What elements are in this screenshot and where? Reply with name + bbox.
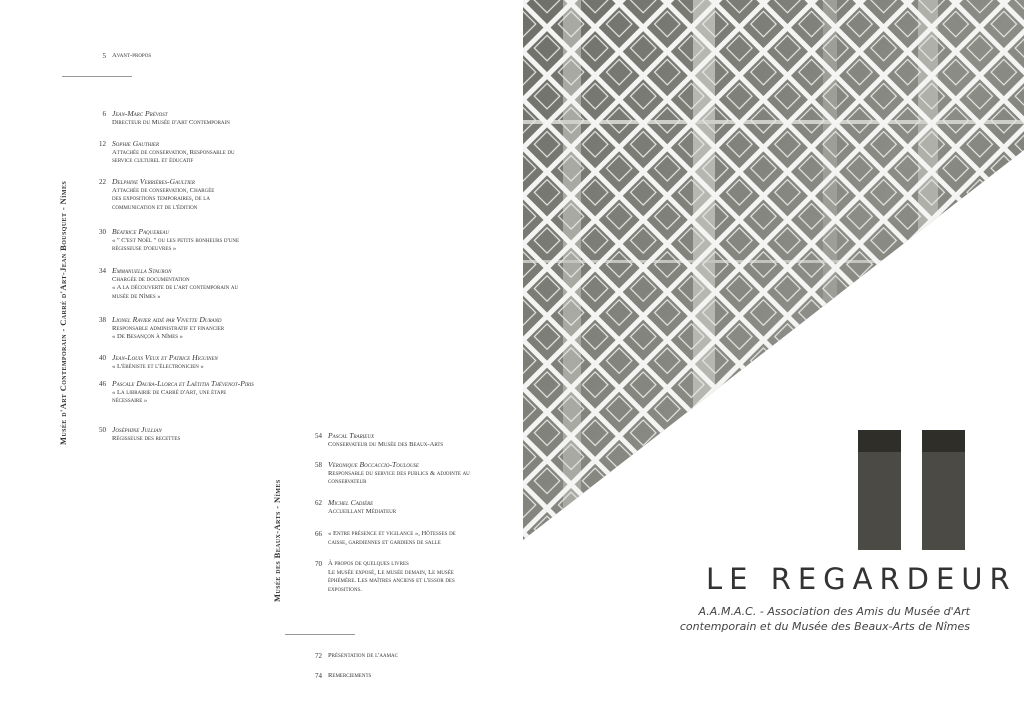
entry-description: conservateur <box>328 478 367 486</box>
contributor-name: Michel Cadière <box>328 498 374 507</box>
page-number: 58 <box>315 461 322 469</box>
page-number: 62 <box>315 499 322 507</box>
contributor-name: Delphine Verrières-Gaultier <box>112 177 195 186</box>
entry-description: Directeur du Musée d'Art Contemporain <box>112 118 230 126</box>
contributor-name: Pascal Trarieux <box>328 431 375 440</box>
toc-entry <box>99 266 287 301</box>
contributor-name: Véronique Boccaccio-Toulouse <box>328 460 419 469</box>
entry-description: Le musée exposé, Le musée demain, Le musée <box>328 568 454 576</box>
entry-description: « A la découverte de l'art contemporain au <box>112 284 239 292</box>
page-number: 74 <box>315 672 322 680</box>
entry-description: Responsable du service des publics & adjointe au <box>328 469 470 477</box>
entry-label: Présentation de l'aamac <box>328 652 398 659</box>
toc-entry <box>102 109 287 127</box>
toc-entry <box>315 672 372 681</box>
entry-description: Attachée de conservation, Responsable du <box>112 148 235 156</box>
section-label-beaux-arts: Musée des Beaux-Arts - Nîmes <box>272 479 282 602</box>
entry-description: communication et de l'édition <box>112 203 198 211</box>
toc-entry <box>99 139 287 166</box>
entry-description: éphémère. Les maîtres anciens et l'essor des <box>328 577 455 585</box>
toc-entry <box>99 425 287 443</box>
contributor-name: Emmanuella Stauron <box>112 266 172 275</box>
toc-entry <box>99 315 287 342</box>
contributor-name: Béatrice Paquereau <box>112 227 170 236</box>
divider <box>62 76 132 77</box>
page-number: 50 <box>99 426 106 434</box>
page-number: 70 <box>315 560 322 568</box>
entry-description: Attachée de conservation, Chargée <box>112 186 215 194</box>
entry-description: « L'ébéniste et l'électronicien » <box>112 362 204 370</box>
contributor-name: Joséphine Jullian <box>112 425 162 434</box>
magazine-title: LE REGARDEUR <box>706 562 1017 596</box>
page-number: 6 <box>102 110 106 118</box>
page-number: 72 <box>315 652 322 660</box>
entry-description: service culturel et éducatif <box>112 157 194 165</box>
entry-description: « La librairie de Carré d'Art, une étape <box>112 388 227 396</box>
page-number: 22 <box>99 178 106 186</box>
contributor-name: Lionel Ravier aidé par Vivette Durand <box>112 315 222 324</box>
page-number: 38 <box>99 316 106 324</box>
contributor-name: Sophie Gauthier <box>112 139 160 148</box>
section-label-contemporary: Musée d'Art Contemporain - Carré d'Art-Jean Bousquet - Nîmes <box>58 180 68 445</box>
entry-description: musée de Nîmes » <box>112 292 161 300</box>
entry-description: À propos de quelques livres <box>328 560 409 567</box>
toc-entry <box>315 498 503 516</box>
page-number: 40 <box>99 354 106 362</box>
subtitle-line-1: A.A.M.A.C. - Association des Amis du Musée d'Art <box>698 605 970 618</box>
page-number: 54 <box>315 432 322 440</box>
entry-description: Chargée de documentation <box>112 275 190 283</box>
page-number: 30 <box>99 228 106 236</box>
entry-description: régisseuse d'oeuvres » <box>112 245 177 253</box>
entry-description: caisse, gardiennes et gardiens de salle <box>328 538 441 546</box>
entry-label: Avant-propos <box>112 52 152 59</box>
toc-entry <box>99 379 287 406</box>
toc-entry <box>315 431 503 449</box>
entry-description: « De Besançon à Nîmes » <box>112 333 183 341</box>
entry-description: « " C'est Noël " ou les petits bonheurs d'une <box>112 236 239 244</box>
divider <box>285 634 355 635</box>
subtitle-line-2: contemporain et du Musée des Beaux-Arts de Nîmes <box>679 620 970 633</box>
toc-foreword <box>102 52 152 61</box>
entry-label: Remerciements <box>328 672 372 679</box>
entry-description: Conservateur du Musée des Beaux-Arts <box>328 440 444 448</box>
toc-entry <box>315 460 503 487</box>
entry-description: Régisseuse des recettes <box>112 434 181 442</box>
page-number: 5 <box>102 52 106 60</box>
page-number: 46 <box>99 380 106 388</box>
entry-description: nécessaire » <box>112 397 148 405</box>
page-number: 66 <box>315 530 322 538</box>
numeral-serif <box>858 430 901 452</box>
page-number: 12 <box>99 140 106 148</box>
toc-entry <box>99 353 287 371</box>
entry-description: Accueillant Médiateur <box>328 507 397 515</box>
entry-description: expositions. <box>328 585 362 593</box>
toc-entry <box>315 652 398 661</box>
page-number: 34 <box>99 267 106 275</box>
entry-description: Responsable administratif et financier <box>112 324 225 332</box>
contributor-name: Pascale Daura-Llorca et Laëtitia Thévenot-Piris <box>112 379 254 388</box>
toc-entry <box>99 227 287 254</box>
toc-entry <box>99 177 287 212</box>
numeral-serif <box>922 430 965 452</box>
entry-description: « Entre présence et vigilance », Hôtesses de <box>328 530 456 537</box>
contributor-name: Jean-Louis Veux et Patrice Higuinen <box>112 353 218 362</box>
entry-description: des expositions temporaires, de la <box>112 195 210 203</box>
toc-entry <box>315 530 503 547</box>
toc-entry <box>315 560 503 594</box>
contributor-name: Jean-Marc Prévost <box>112 109 168 118</box>
